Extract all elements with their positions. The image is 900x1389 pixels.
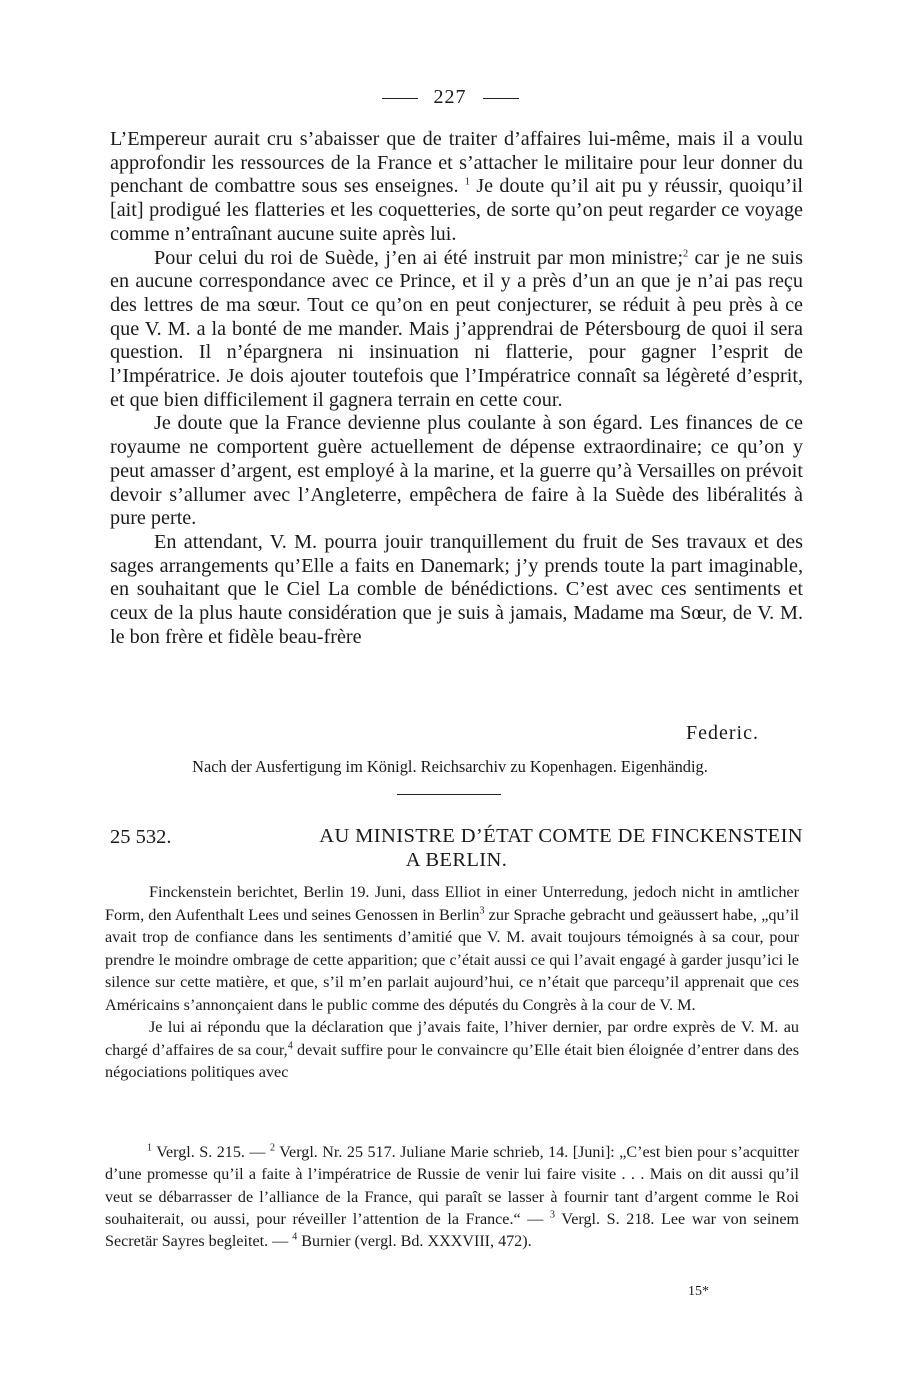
page-header bbox=[0, 86, 900, 109]
body-paragraph: Finckenstein berichtet, Berlin 19. Juni, dass Elliot in einer Unterredung, jedoch nicht in amtlicher Form, den Aufenthalt Lees und seines Genossen in Berlin$^3$ zur Sprache gebracht und geäussert habe, „qu’il avait trop de confiance dans les sentiments d’amitié que V. M. avait toujours témoignés à sa cour, pour prendre le moindre ombrage de cette apparition; que c’était aussi ce qui l’avait engagé à garder jusqu’ici le silence sur cette matière, et que, s’il m’en parlait aujourd’hui, ce n’était que parcequ’il apprenait que ces Américains s’annonçaient dans le public comme des députés du Congrès à la cour de V. M. bbox=[105, 883, 800, 1014]
letter-paragraph: Je doute que la France devienne plus coulante à son égard. Les finances de ce royaume ne comportent guère actuellement de dépense extraordinaire; ce qu’on y peut amasser d’argent, est employé à la marine, et la guerre qu’à Versailles on prévoit devoir s’allumer avec l’Angleterre, empêchera de faire à la Suède des libéralités à pure perte. bbox=[110, 412, 803, 530]
footnote-mark: 4 bbox=[287, 1040, 293, 1052]
footnotes bbox=[105, 1142, 799, 1253]
letter-paragraph: Pour celui du roi de Suède, j’en ai été instruit par mon ministre;$^2$ car je ne suis en aucune correspondance avec ce Prince, et il y a près d’un an que je n’ai pas reçu des lettres de ma sœur. Tout ce qu’on en peut conjecturer, se réduit à peu près à ce que V. M. a la bonté de me mander. Mais j’apprendrai de Pétersbourg de quoi il sera question. Il n’épargnera ni insinuation ni flatterie, pour gagner l’esprit de l’Impératrice. Je dois ajouter toutefois que l’Impératrice connaît sa légèreté d’esprit, et que bien difficilement il gagnera terrain en cette cour. bbox=[110, 246, 804, 411]
footnote-mark: 2 bbox=[683, 247, 689, 259]
archive-note: Nach der Ausfertigung im Königl. Reichsarchiv zu Kopenhagen. Eigenhändig. bbox=[192, 757, 708, 776]
footnote-mark: 1 bbox=[464, 176, 470, 188]
signature-folio: 15* bbox=[688, 1284, 709, 1299]
footnote-mark: 3 bbox=[479, 905, 485, 917]
signature: Federic. bbox=[686, 722, 759, 744]
letter-paragraph: En attendant, V. M. pourra jouir tranquillement du fruit de Ses travaux et des sages arrangements qu’Elle a faits en Danemark; j’y prends toute la part imaginable, en souhaitant que le Ciel La comble de bénédictions. C’est avec ces sentiments et ceux de la plus haute considération que je suis à jamais, Madame ma Sœur, de V. M. le bon frère et fidèle beau-frère bbox=[110, 530, 803, 648]
header-rule-right bbox=[483, 98, 519, 99]
document-body bbox=[105, 881, 799, 1084]
document-heading bbox=[110, 824, 803, 872]
footnote-block: $^1$ Vergl. S. 215. — $^2$ Vergl. Nr. 25 517. Juliane Marie schrieb, 14. [Juni]: „C’est bien pour s’acquitter d’une promesse qu’il a faite à l’impératrice de Russie de venir lui faire visite . . . Mais on dit aussi qu’il veut se débarrasser de l’alliance de la France, qui paraît se lasser à fournir tant d’argent comme le Roi souhaiterait, ou aussi, pour réveiller l’attention de la France.“ — $^3$ Vergl. S. 218. Lee war von seinem Secretär Sayres begleitet. — $^4$ Burnier (vergl. Bd. XXXVIII, 472). bbox=[105, 1142, 800, 1251]
document-title-line2: A BERLIN. bbox=[405, 849, 508, 871]
page-number: 227 bbox=[433, 86, 467, 108]
document-title-line1: AU MINISTRE D’ÉTAT COMTE DE FINCKENSTEIN bbox=[319, 825, 803, 847]
letter-text bbox=[110, 128, 803, 649]
letter-paragraph: L’Empereur aurait cru s’abaisser que de traiter d’affaires lui-même, mais il a voulu approfondir les ressources de la France et s’attacher le militaire pour leur donner du penchant de combattre sous ses enseignes. $^1$ Je doute qu’il ait pu y réussir, quoiqu’il [ait] prodigué les flatteries et les coquetteries, de sorte qu’on peut regarder ce voyage comme n’entraînant aucune suite après lui. bbox=[110, 128, 804, 245]
document-number: 25 532. bbox=[110, 826, 172, 848]
body-paragraph: Je lui ai répondu que la déclaration que j’avais faite, l’hiver dernier, par ordre exprès de V. M. au chargé d’affaires de sa cour,$^4$ devait suffire pour le convaincre qu’Elle était bien éloignée d’entrer dans des négociations politiques avec bbox=[105, 1018, 800, 1081]
header-rule-left bbox=[382, 98, 418, 99]
section-separator bbox=[397, 794, 501, 795]
